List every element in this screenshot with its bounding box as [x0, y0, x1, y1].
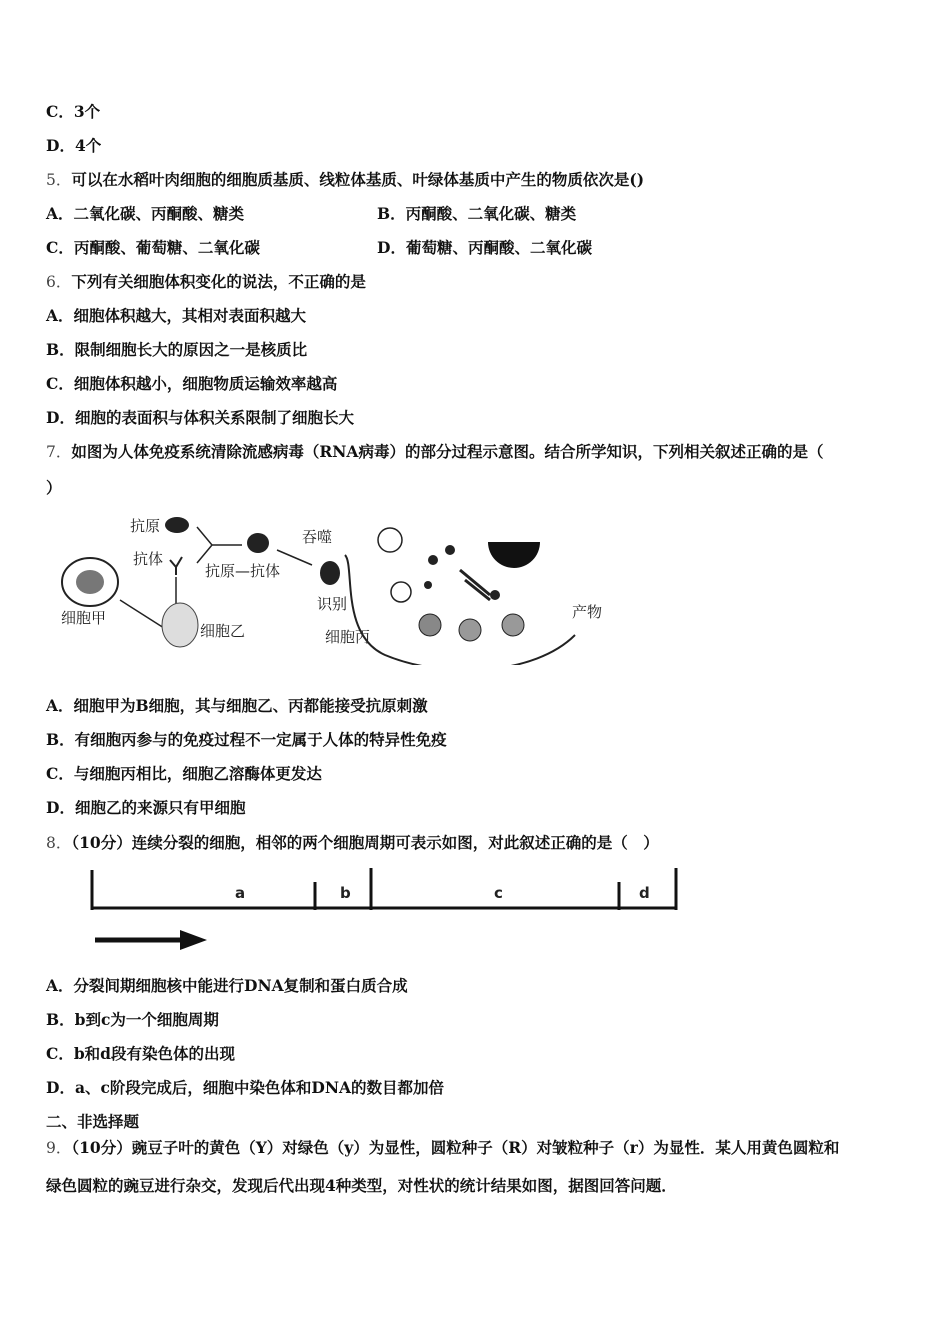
q7-option-a: A．细胞甲为B细胞，其与细胞乙、丙都能接受抗原刺激: [46, 696, 428, 715]
q5-option-b: B．丙酮酸、二氧化碳、糖类: [377, 204, 577, 223]
label-antibody: 抗体: [133, 550, 164, 568]
segment-a-label: a: [235, 884, 246, 902]
q7-stem-end: ）: [46, 478, 62, 497]
segment-d-label: d: [639, 884, 650, 902]
label-antigen: 抗原: [130, 517, 161, 535]
label-recognition: 识别: [317, 595, 348, 613]
q5-option-d: D．葡萄糖、丙酮酸、二氧化碳: [377, 238, 592, 257]
q8-stem: [46, 833, 659, 853]
q-number: 6．: [46, 273, 72, 291]
q5-option-c: C．丙酮酸、葡萄糖、二氧化碳: [46, 238, 260, 257]
label-cell-a: 细胞甲: [61, 609, 107, 627]
q8-option-b: B．b到c为一个细胞周期: [46, 1010, 219, 1029]
cell-cycle-diagram: [85, 860, 685, 955]
q9-stem-cont: 绿色圆粒的豌豆进行杂交，发现后代出现4种类型，对性状的统计结果如图，据图回答问题．: [46, 1176, 677, 1195]
q6-stem: [46, 272, 366, 292]
q9-stem: [46, 1138, 839, 1158]
q5-option-a: A．二氧化碳、丙酮酸、糖类: [46, 204, 245, 223]
q9-text: （10分）豌豆子叶的黄色（Y）对绿色（y）为显性，圆粒种子（R）对皱粒种子（r）为显性．某人用黄色圆粒和: [71, 1138, 840, 1157]
q4-option-c: C．3个: [46, 102, 101, 121]
label-product: 产物: [572, 603, 603, 621]
section-heading: 二、非选择题: [46, 1112, 140, 1131]
segment-c-label: c: [494, 884, 503, 902]
q5-text: 可以在水稻叶肉细胞的细胞质基质、线粒体基质、叶绿体基质中产生的物质依次是(): [71, 170, 645, 189]
q6-option-c: C．细胞体积越小，细胞物质运输效率越高: [46, 374, 338, 393]
q-number: 7．: [46, 443, 72, 461]
q8-option-d: D．a、c阶段完成后，细胞中染色体和DNA的数目都加倍: [46, 1078, 445, 1097]
label-cell-c: 细胞丙: [325, 628, 371, 646]
q4-option-d: D．4个: [46, 136, 102, 155]
segment-b-label: b: [340, 884, 351, 902]
q7-text: 如图为人体免疫系统清除流感病毒（RNA病毒）的部分过程示意图。结合所学知识，下列相关叙述正确的是（: [71, 442, 824, 461]
q8-text: （10分）连续分裂的细胞，相邻的两个细胞周期可表示如图，对此叙述正确的是（ ）: [71, 833, 659, 852]
q7-option-b: B．有细胞丙参与的免疫过程不一定属于人体的特异性免疫: [46, 730, 447, 749]
q5-stem: [46, 170, 644, 190]
q-number: 8．: [46, 834, 72, 852]
q-number: 5．: [46, 171, 72, 189]
q-number: 9．: [46, 1139, 72, 1157]
q6-option-a: A．细胞体积越大，其相对表面积越大: [46, 306, 307, 325]
label-cell-b: 细胞乙: [200, 622, 246, 640]
q8-option-a: A．分裂间期细胞核中能进行DNA复制和蛋白质合成: [46, 976, 408, 995]
q7-option-d: D．细胞乙的来源只有甲细胞: [46, 798, 246, 817]
label-phagocytosis: 吞噬: [302, 528, 333, 546]
q7-option-c: C．与细胞丙相比，细胞乙溶酶体更发达: [46, 764, 322, 783]
label-antigen-antibody: 抗原—抗体: [205, 562, 281, 580]
q6-option-b: B．限制细胞长大的原因之一是核质比: [46, 340, 308, 359]
q6-text: 下列有关细胞体积变化的说法，不正确的是: [71, 272, 366, 291]
q7-stem: [46, 442, 823, 462]
q6-option-d: D．细胞的表面积与体积关系限制了细胞长大: [46, 408, 354, 427]
q8-option-c: C．b和d段有染色体的出现: [46, 1044, 236, 1063]
